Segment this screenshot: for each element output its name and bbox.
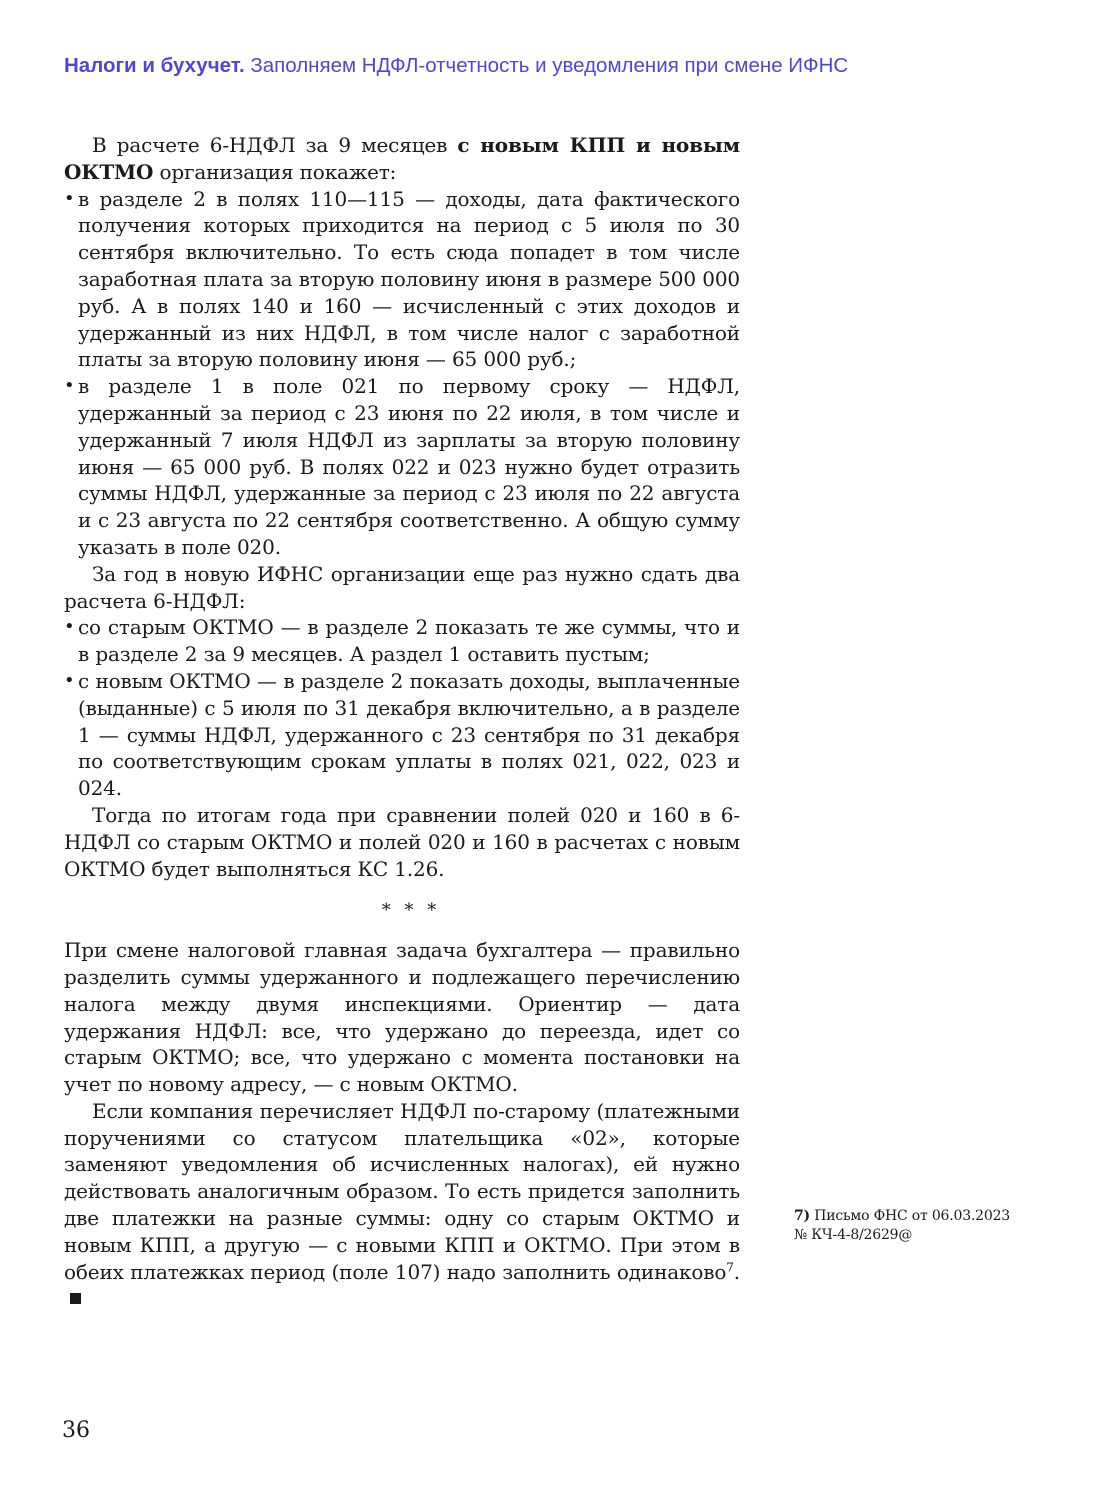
article-body [64,132,740,1312]
bullet-icon: • [64,616,75,638]
bullet-icon: • [64,669,75,691]
intro-tail: организация покажет: [153,159,397,184]
paragraph-intro [64,132,740,186]
list-item-text: в разделе 1 в поле 021 по первому сроку — НДФЛ, удержанный за период с 23 июня по 22 июля, в том числе и удержанный 7 июля НДФЛ из зарплаты за вторую половину июня — 65 000 руб. В полях 022 и 023 нужно будет отразить суммы НДФЛ, удержанные за период с 23 июля по 22 августа и с 23 августа по 22 сентября соответственно. А общую сумму указать в поле 020. [78,374,740,559]
list-item [64,668,740,802]
list-item [64,186,740,374]
bullet-icon: • [64,187,75,209]
payments-text: Если компания перечисляет НДФЛ по-старому (платежными поручениями со статусом плательщика «02», которые заменяют уведомления об исчисленных налогах), ей нужно действовать аналогичным образом. То есть придется заполнить две платежки на разные суммы: одну со старым ОКТМО и новым КПП, а другую — с новыми КПП и ОКТМО. При этом в обеих платежках период (поле 107) надо заполнить одинаково [64,1098,740,1284]
list-item-text: в разделе 2 в полях 110—115 — доходы, дата фактического получения которых приходится на период с 5 июля по 30 сентября включительно. То есть сюда попадет в том числе заработная плата за вторую половину июня в размере 500 000 руб. А в полях 140 и 160 — исчисленный с этих доходов и удержанный из них НДФЛ, в том числе налог с заработной платы за вторую половину июня — 65 000 руб.; [78,186,740,372]
list-item [64,373,740,561]
header-section: Налоги и бухучет. [64,54,245,77]
footnote-line1: Письмо ФНС от 06.03.2023 [814,1208,1010,1224]
paragraph-year: За год в новую ИФНС организации еще раз нужно сдать два расчета 6-НДФЛ: [64,561,740,613]
header-title: Заполняем НДФЛ-отчетность и уведомления при смене ИФНС [250,54,849,77]
paragraph-payments [64,1098,740,1312]
page-number: 36 [62,1418,90,1443]
bullet-list-9-months [64,186,740,561]
footnote-number: 7) [794,1208,810,1224]
end-of-article-icon [70,1293,81,1304]
intro-lead: В расчете 6-НДФЛ за 9 месяцев [92,133,458,157]
section-divider: * * * [381,900,441,922]
list-item-text: со старым ОКТМО — в разделе 2 показать те же суммы, что и в разделе 2 за 9 месяцев. А раздел 1 оставить пустым; [78,615,740,667]
footnote-ref: 7 [726,1260,734,1275]
list-item [64,614,740,668]
footnote-line2: № КЧ-4-8/2629@ [794,1227,913,1243]
footnote [794,1207,1034,1245]
running-header [64,52,848,80]
list-item-text: с новым ОКТМО — в разделе 2 показать доходы, выплаченные (выданные) с 5 июля по 31 декабря включительно, а в разделе 1 — суммы НДФЛ, удержанного с 23 сентября по 31 декабря по соответствующим срокам уплаты в полях 021, 022, 023 и 024. [78,668,740,801]
paragraph-result: Тогда по итогам года при сравнении полей 020 и 160 в 6-НДФЛ со старым ОКТМО и полей 020 и 160 в расчетах с новым ОКТМО будет выполняться КС 1.26. [64,802,740,881]
payments-end: . [733,1259,740,1284]
bullet-icon: • [64,375,75,397]
intro-bold: с новым КПП и новым ОКТМО [64,133,740,184]
bullet-list-year [64,614,740,802]
paragraph-summary: При смене налоговой главная задача бухгалтера — правильно разделить суммы удержанного и подлежащего перечислению налога между двумя инспекциями. Ориентир — дата удержания НДФЛ: все, что удержано до переезда, идет со старым ОКТМО; все, что удержано с момента постановки на учет по новому адресу, — с новым ОКТМО. [64,938,740,1097]
